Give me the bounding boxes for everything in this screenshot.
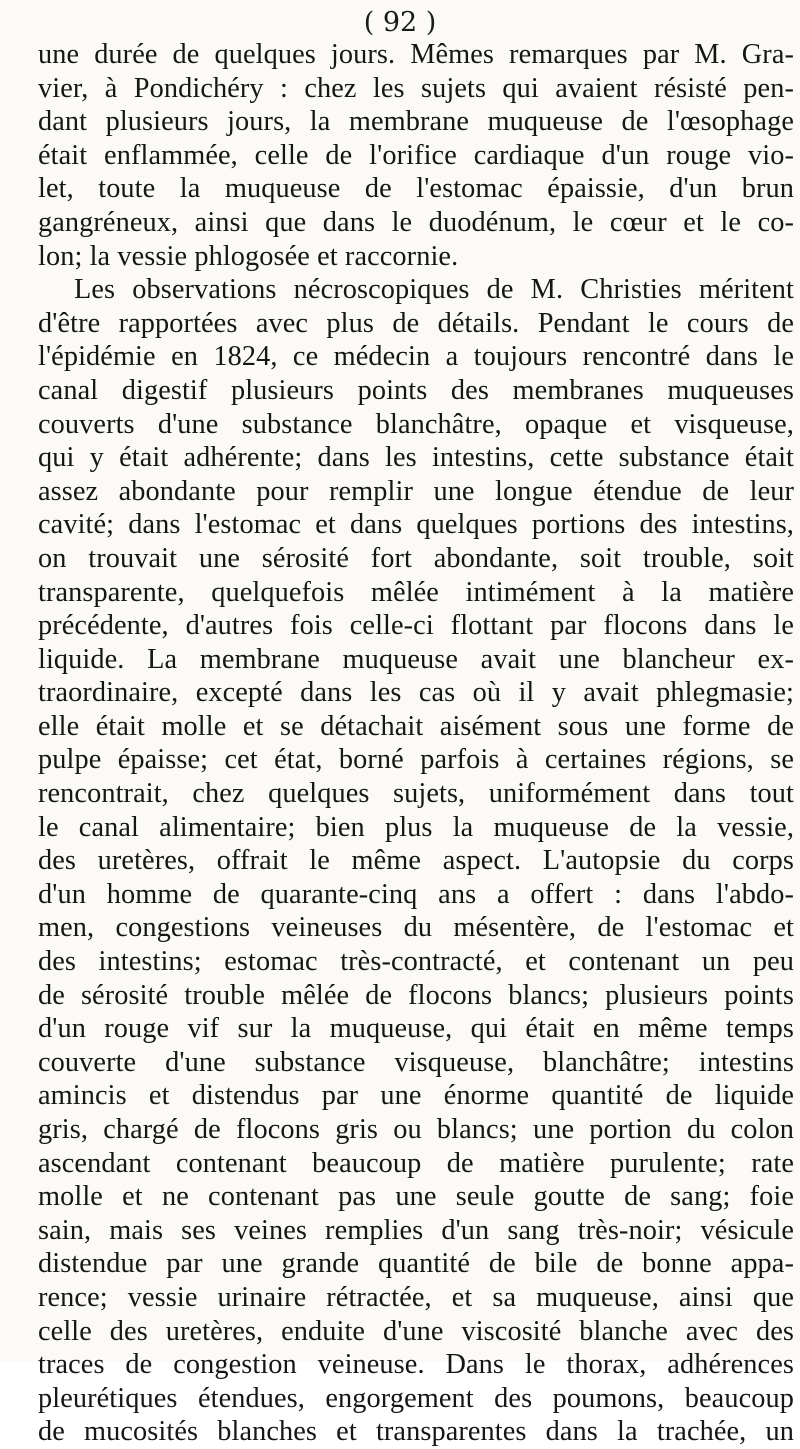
text-line: couverte d'une substance visqueuse, blanchâtre; intestins (38, 1046, 794, 1078)
text-line: d'être rapportées avec plus de détails. Pendant le cours de (38, 307, 794, 339)
text-line: précédente, d'autres fois celle-ci flottant par flocons dans le (38, 610, 794, 642)
text-line: rencontrait, chez quelques sujets, uniformément dans tout (38, 778, 794, 810)
text-line: molle et ne contenant pas une seule goutte de sang; foie (38, 1181, 794, 1213)
text-line: des intestins; estomac très-contracté, et contenant un peu (38, 946, 794, 978)
text-line: transparente, quelquefois mêlée intimément à la matière (38, 576, 794, 608)
text-line: Les observations nécroscopiques de M. Christies méritent (74, 274, 794, 306)
text-line: gangréneux, ainsi que dans le duodénum, le cœur et le co- (38, 206, 794, 238)
text-line: de mucosités blanches et transparentes dans la trachée, un (38, 1416, 794, 1448)
text-line: pulpe épaisse; cet état, borné parfois à certaines régions, se (38, 744, 794, 776)
text-line: distendue par une grande quantité de bile de bonne appa- (38, 1248, 794, 1280)
text-line: men, congestions veineuses du mésentère, de l'estomac et (38, 912, 794, 944)
text-line: de sérosité trouble mêlée de flocons blancs; plusieurs points (38, 979, 794, 1011)
text-line: canal digestif plusieurs points des membranes muqueuses (38, 374, 794, 406)
text-line: d'un rouge vif sur la muqueuse, qui était en même temps (38, 1013, 794, 1045)
text-line: dant plusieurs jours, la membrane muqueuse de l'œsophage (38, 106, 794, 138)
text-line: gris, chargé de flocons gris ou blancs; une portion du colon (38, 1114, 794, 1145)
text-line: le canal alimentaire; bien plus la muqueuse de la vessie, (38, 811, 794, 843)
text-line: elle était molle et se détachait aisément sous une forme de (38, 710, 794, 742)
text-line: vier, à Pondichéry : chez les sujets qui avaient résisté pen- (38, 72, 794, 104)
text-line: une durée de quelques jours. Mêmes remarques par M. Gra- (38, 39, 794, 70)
text-line: était enflammée, celle de l'orifice cardiaque d'un rouge vio- (38, 139, 794, 171)
text-line: d'un homme de quarante-cinq ans a offert : dans l'abdo- (38, 878, 794, 910)
text-line: cavité; dans l'estomac et dans quelques portions des intestins, (38, 509, 794, 541)
text-line: lon; la vessie phlogosée et raccornie. (38, 240, 459, 272)
text-line: couverts d'une substance blanchâtre, opaque et visqueuse, (38, 408, 794, 440)
text-line: sain, mais ses veines remplies d'un sang très-noir; vésicule (38, 1214, 794, 1246)
text-line: amincis et distendus par une énorme quantité de liquide (38, 1080, 794, 1112)
text-line: qui y était adhérente; dans les intestins, cette substance était (38, 442, 794, 474)
text-line: rence; vessie urinaire rétractée, et sa muqueuse, ainsi que (38, 1281, 794, 1313)
text-line: let, toute la muqueuse de l'estomac épaissie, d'un brun (38, 173, 794, 205)
body-text (38, 38, 794, 1449)
text-line: pleurétiques étendues, engorgement des poumons, beaucoup (38, 1382, 794, 1414)
page-number: ( 92 ) (363, 7, 437, 38)
text-line: assez abondante pour remplir une longue étendue de leur (38, 475, 794, 507)
text-line: on trouvait une sérosité fort abondante, soit trouble, soit (38, 542, 794, 574)
text-line: traordinaire, excepté dans les cas où il y avait phlegmasie; (38, 677, 794, 709)
text-line: ascendant contenant beaucoup de matière purulente; rate (38, 1147, 794, 1179)
text-line: celle des uretères, enduite d'une viscosité blanche avec des (38, 1315, 794, 1347)
text-line: traces de congestion veineuse. Dans le thorax, adhérences (38, 1349, 794, 1381)
text-line: l'épidémie en 1824, ce médecin a toujours rencontré dans le (38, 341, 794, 373)
text-line: liquide. La membrane muqueuse avait une blancheur ex- (38, 643, 794, 675)
text-line: des uretères, offrait le même aspect. L'autopsie du corps (38, 845, 794, 877)
